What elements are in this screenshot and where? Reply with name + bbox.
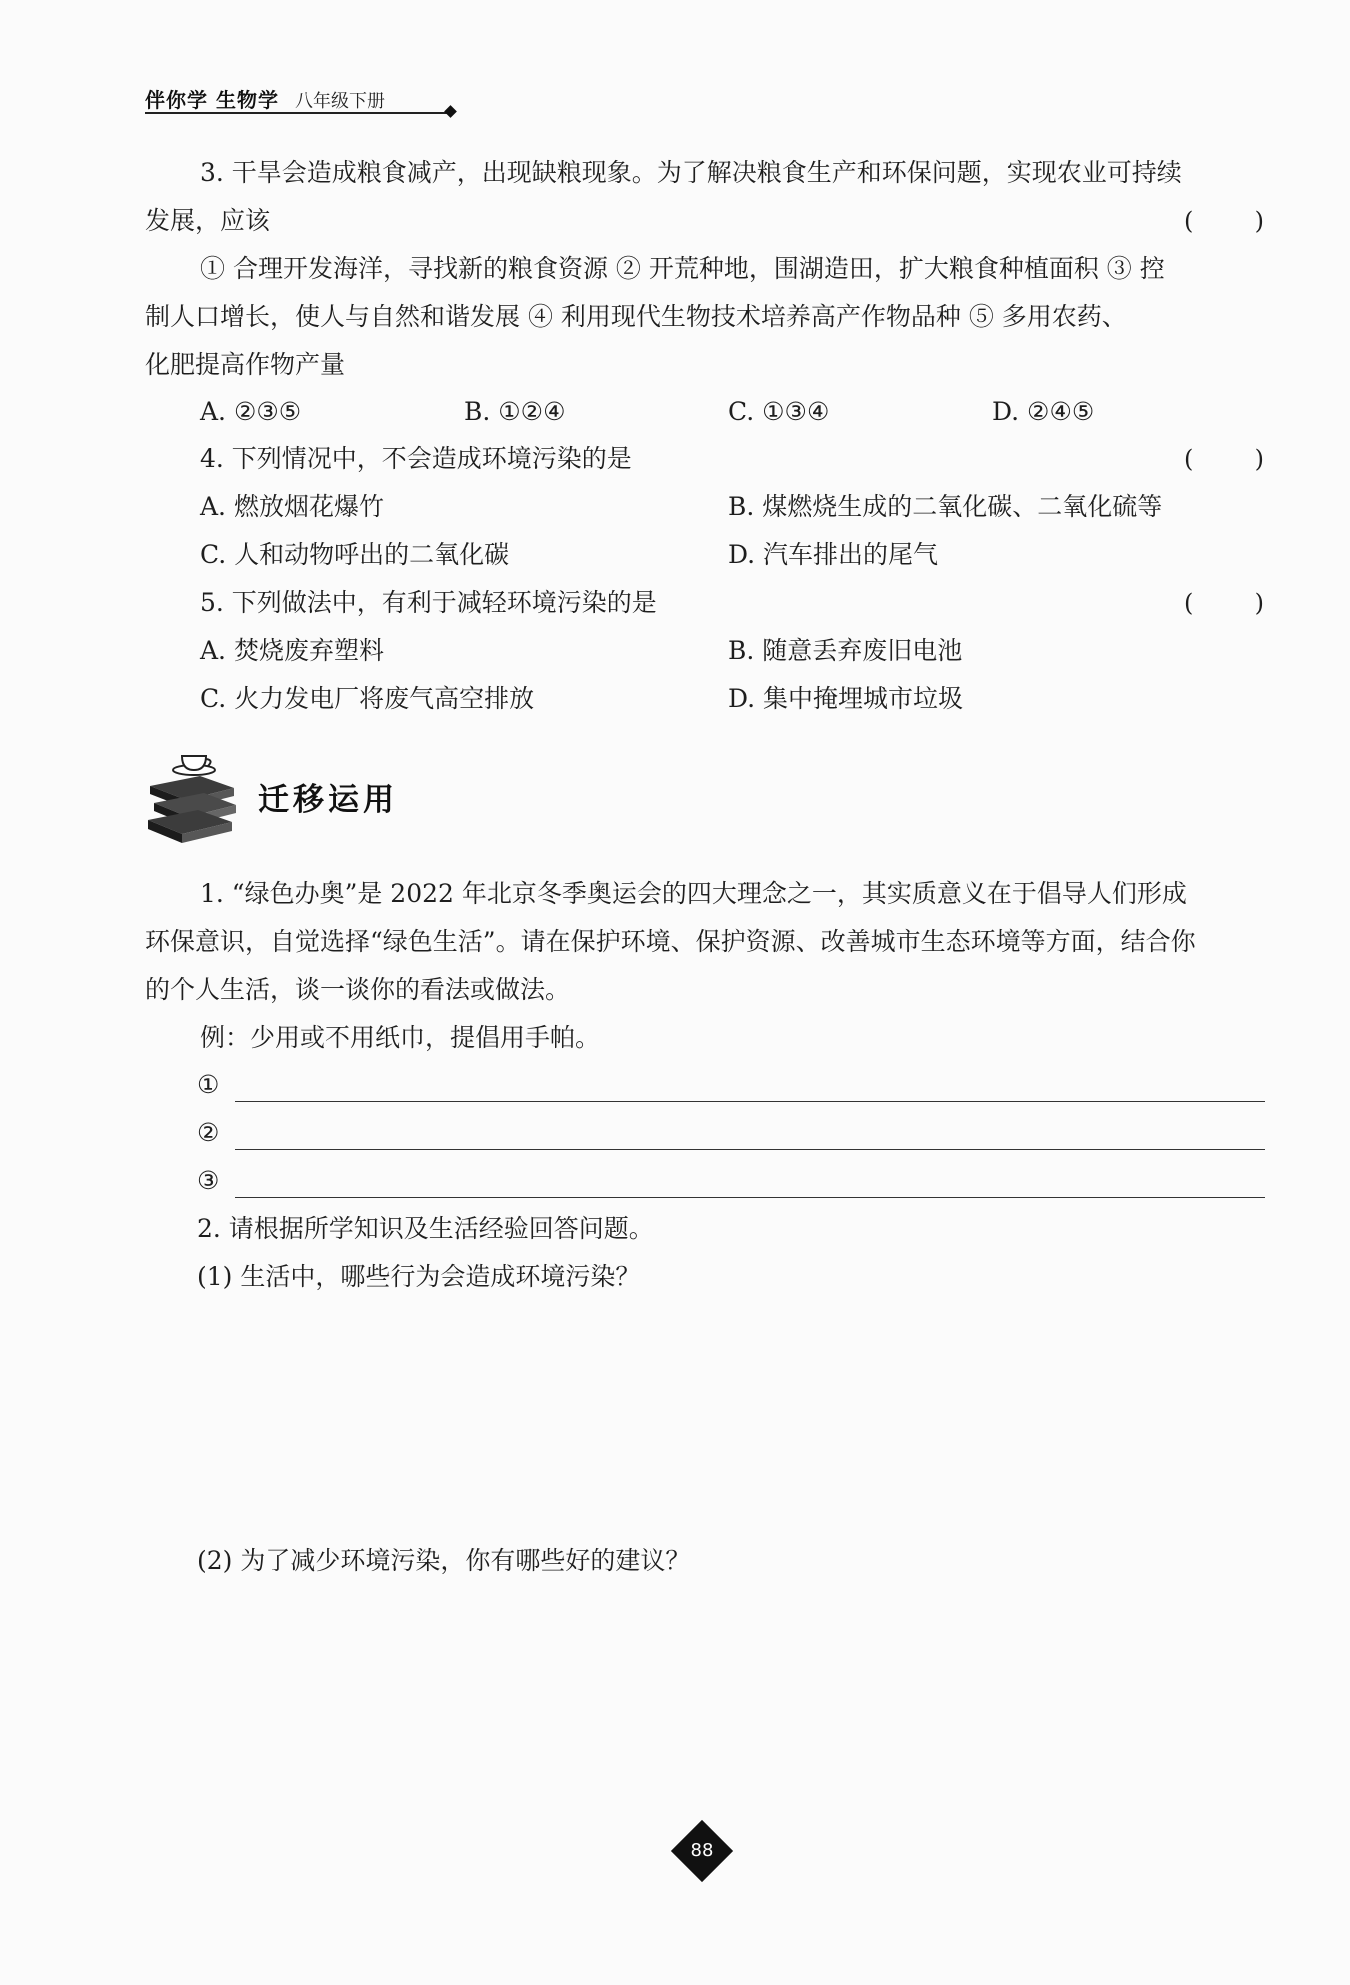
header-diamond-icon (444, 105, 457, 118)
answer-blank-1[interactable] (197, 1070, 1265, 1100)
t1-example: 例：少用或不用纸巾，提倡用手帕。 (200, 1023, 601, 1052)
q4-option-d[interactable]: D. 汽车排出的尾气 (728, 540, 939, 569)
paren-close: ) (1254, 207, 1264, 235)
q3-option-d[interactable]: D. ②④⑤ (992, 397, 1095, 426)
answer-blank-3[interactable] (197, 1166, 1265, 1196)
book-brand: 伴你学 生物学 (145, 88, 279, 112)
q4-answer-blank[interactable] (1184, 444, 1264, 474)
t1-stem-line2: 环保意识，自觉选择“绿色生活”。请在保护环境、保护资源、改善城市生态环境等方面，结合你 (145, 927, 1196, 956)
q3-statements-line2: 制人口增长，使人与自然和谐发展 ④ 利用现代生物技术培养高产作物品种 ⑤ 多用农药、 (145, 302, 1127, 331)
t2-sub2: (2) 为了减少环境污染，你有哪些好的建议？ (197, 1546, 691, 1575)
paren-close: ) (1254, 589, 1264, 617)
q3-statements-line3: 化肥提高作物产量 (145, 350, 346, 379)
q5-option-c[interactable]: C. 火力发电厂将废气高空排放 (200, 684, 535, 713)
q5-stem: 5. 下列做法中，有利于减轻环境污染的是 (200, 588, 657, 617)
q5-option-a[interactable]: A. 焚烧废弃塑料 (200, 636, 384, 665)
q4-option-b[interactable]: B. 煤燃烧生成的二氧化碳、二氧化硫等 (728, 492, 1163, 521)
paren-close: ) (1254, 445, 1264, 473)
q4-stem: 4. 下列情况中，不会造成环境污染的是 (200, 444, 632, 473)
answer-line (235, 1197, 1265, 1198)
q5-option-b[interactable]: B. 随意丢弃废旧电池 (728, 636, 963, 665)
q3-statements-line1: ① 合理开发海洋，寻找新的粮食资源 ② 开荒种地，围湖造田，扩大粮食种植面积 ③ 控 (200, 254, 1165, 283)
t2-stem: 2. 请根据所学知识及生活经验回答问题。 (197, 1214, 654, 1243)
section-title: 迁移运用 (258, 782, 398, 818)
q3-stem-line2: 发展，应该 (145, 206, 271, 235)
q5-option-d[interactable]: D. 集中掩埋城市垃圾 (728, 684, 964, 713)
q3-option-b[interactable]: B. ①②④ (464, 397, 566, 426)
q3-option-c[interactable]: C. ①③④ (728, 397, 830, 426)
q3-stem-line1: 3. 干旱会造成粮食减产，出现缺粮现象。为了解决粮食生产和环保问题，实现农业可持续 (200, 158, 1182, 187)
blank-number: ② (197, 1118, 220, 1147)
paren-open: ( (1184, 589, 1194, 617)
q4-option-a[interactable]: A. 燃放烟花爆竹 (200, 492, 384, 521)
q4-option-c[interactable]: C. 人和动物呼出的二氧化碳 (200, 540, 510, 569)
paren-open: ( (1184, 207, 1194, 235)
answer-blank-2[interactable] (197, 1118, 1265, 1148)
t1-stem-line1: 1. “绿色办奥”是 2022 年北京冬季奥运会的四大理念之一，其实质意义在于倡导人们形成 (200, 879, 1187, 908)
t1-stem-line3: 的个人生活，谈一谈你的看法或做法。 (145, 975, 571, 1004)
t2-sub2-answer-area[interactable] (197, 1584, 1265, 1804)
answer-line (235, 1149, 1265, 1150)
books-and-coffee-cup-icon (142, 748, 242, 848)
blank-number: ① (197, 1070, 220, 1099)
page-number: 88 (690, 1840, 714, 1861)
header-rule (145, 112, 450, 114)
q3-option-a[interactable]: A. ②③⑤ (200, 397, 302, 426)
q3-answer-blank[interactable] (1184, 206, 1264, 236)
answer-line (235, 1101, 1265, 1102)
blank-number: ③ (197, 1166, 220, 1195)
t2-sub1: (1) 生活中，哪些行为会造成环境污染？ (197, 1262, 641, 1291)
t2-sub1-answer-area[interactable] (197, 1300, 1265, 1530)
page-header (145, 84, 385, 113)
q5-answer-blank[interactable] (1184, 588, 1264, 618)
paren-open: ( (1184, 445, 1194, 473)
book-grade: 八年级下册 (294, 91, 385, 112)
